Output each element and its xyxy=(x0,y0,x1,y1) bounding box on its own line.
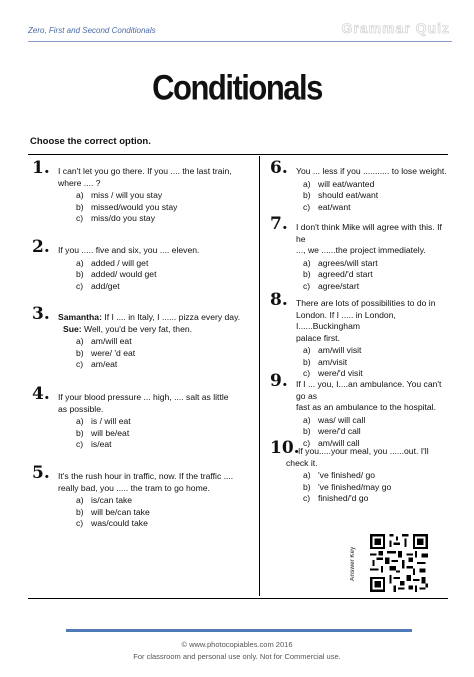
option-c[interactable]: c) add/get xyxy=(76,280,120,291)
question-5 xyxy=(32,463,254,530)
question-text: If you ..... five and six, you .... eleven. xyxy=(58,245,200,255)
header-brand: Grammar Quiz xyxy=(341,20,450,36)
options xyxy=(303,179,450,214)
question-number: 3. xyxy=(32,304,50,324)
option-b[interactable]: b) should eat/want xyxy=(303,190,379,200)
question-number: 2. xyxy=(32,237,50,257)
option-b[interactable]: b) added/ would get xyxy=(76,269,157,279)
question-6 xyxy=(270,158,450,213)
question-3 xyxy=(32,304,254,371)
question-2 xyxy=(32,237,254,292)
qr-code-icon[interactable] xyxy=(368,532,430,594)
question-text: I don't think Mike will agree with this. If he ..., we ......the project immediately. xyxy=(296,222,442,255)
options xyxy=(76,190,254,225)
options xyxy=(76,416,254,451)
header-subtitle: Zero, First and Second Conditionals xyxy=(28,26,156,35)
options xyxy=(76,258,254,293)
option-a[interactable]: a) agrees/will start xyxy=(303,257,378,268)
options xyxy=(303,345,450,380)
option-c[interactable]: c) finished/'d go xyxy=(303,493,369,503)
question-number: 5. xyxy=(32,463,50,483)
page-title: Conditionals xyxy=(152,67,322,108)
question-number: 7. xyxy=(270,214,288,234)
answer-key[interactable] xyxy=(350,532,436,592)
option-b[interactable]: b) will be/eat xyxy=(76,427,130,438)
bottom-rule xyxy=(28,598,448,599)
question-7 xyxy=(270,214,450,292)
option-b[interactable]: b) were/'d call xyxy=(303,426,361,436)
question-8 xyxy=(270,290,450,380)
option-b[interactable]: b) missed/would you stay xyxy=(76,201,178,212)
option-a[interactable]: a) will eat/wanted xyxy=(303,178,375,189)
instruction: Choose the correct option. xyxy=(30,136,151,147)
option-c[interactable]: c) is/eat xyxy=(76,439,112,449)
footer-copyright: © www.photocopiables.com 2016 xyxy=(181,640,293,649)
option-a[interactable]: a) 've finished/ go xyxy=(303,470,376,480)
question-number: 6. xyxy=(270,158,288,178)
option-b[interactable]: b) 've finished/may go xyxy=(303,481,392,492)
options xyxy=(303,258,450,293)
question-text: It's the rush hour in traffic, now. If the traffic .... really bad, you ..... the tram to go home. xyxy=(58,471,234,493)
option-a[interactable]: a) is / will eat xyxy=(76,416,131,426)
top-rule xyxy=(28,154,448,155)
options xyxy=(303,415,450,450)
question-number: 9. xyxy=(270,371,288,391)
option-a[interactable]: a) am/will eat xyxy=(76,336,132,346)
column-divider xyxy=(259,156,260,596)
question-text: Samantha: If I .... in Italy, I ...... pizza every day. Sue: Well, you'd be very fat, then. xyxy=(58,312,241,334)
footer-usage-note: For classroom and personal use only. Not for Commercial use. xyxy=(133,652,341,661)
answer-key-label: Answer Key xyxy=(350,546,356,582)
option-b[interactable]: b) am/visit xyxy=(303,356,348,367)
question-1 xyxy=(32,158,254,225)
question-number: 8. xyxy=(270,290,288,310)
question-text: You ... less if you ........... to lose weight. xyxy=(296,166,447,176)
option-c[interactable]: c) was/could take xyxy=(76,518,148,528)
question-text: If you.....your meal, you ......out. I'll check it. xyxy=(286,446,429,468)
header-divider xyxy=(28,41,452,42)
footer-bar xyxy=(66,629,412,632)
option-a[interactable]: a) am/will visit xyxy=(303,345,362,355)
option-a[interactable]: a) is/can take xyxy=(76,495,133,505)
option-c[interactable]: c) miss/do you stay xyxy=(76,213,155,223)
question-text: I can't let you go there. If you .... the last train, where .... ? xyxy=(58,166,232,188)
options xyxy=(76,336,254,371)
option-c[interactable]: c) were/'d visit xyxy=(303,368,363,378)
options xyxy=(76,495,254,530)
option-c[interactable]: c) am/will call xyxy=(303,437,360,448)
options xyxy=(303,470,450,505)
option-b[interactable]: b) will be/can take xyxy=(76,506,150,517)
question-text: If your blood pressure ... high, .... salt as little as possible. xyxy=(58,392,229,414)
question-4 xyxy=(32,384,254,451)
option-a[interactable]: a) was/ will call xyxy=(303,414,366,425)
option-a[interactable]: a) added / will get xyxy=(76,257,149,268)
question-number: 10. xyxy=(270,438,300,458)
speaker-label: Sue: xyxy=(63,323,82,334)
question-number: 4. xyxy=(32,384,50,404)
option-b[interactable]: b) agreed/'d start xyxy=(303,269,373,279)
option-c[interactable]: c) eat/want xyxy=(303,201,351,212)
option-c[interactable]: c) agree/start xyxy=(303,280,360,291)
question-text: There are lots of possibilities to do in London. If I ..... in London, I......Buckingham palace first. xyxy=(296,298,436,343)
speaker-label: Samantha: xyxy=(58,312,102,322)
option-b[interactable]: b) were/ 'd eat xyxy=(76,347,136,358)
option-c[interactable]: c) am/eat xyxy=(76,359,118,369)
option-a[interactable]: a) miss / will you stay xyxy=(76,190,163,200)
question-number: 1. xyxy=(32,158,50,178)
question-text: If I ... you, I....an ambulance. You can't go as fast as an ambulance to the hospital. xyxy=(296,379,442,412)
